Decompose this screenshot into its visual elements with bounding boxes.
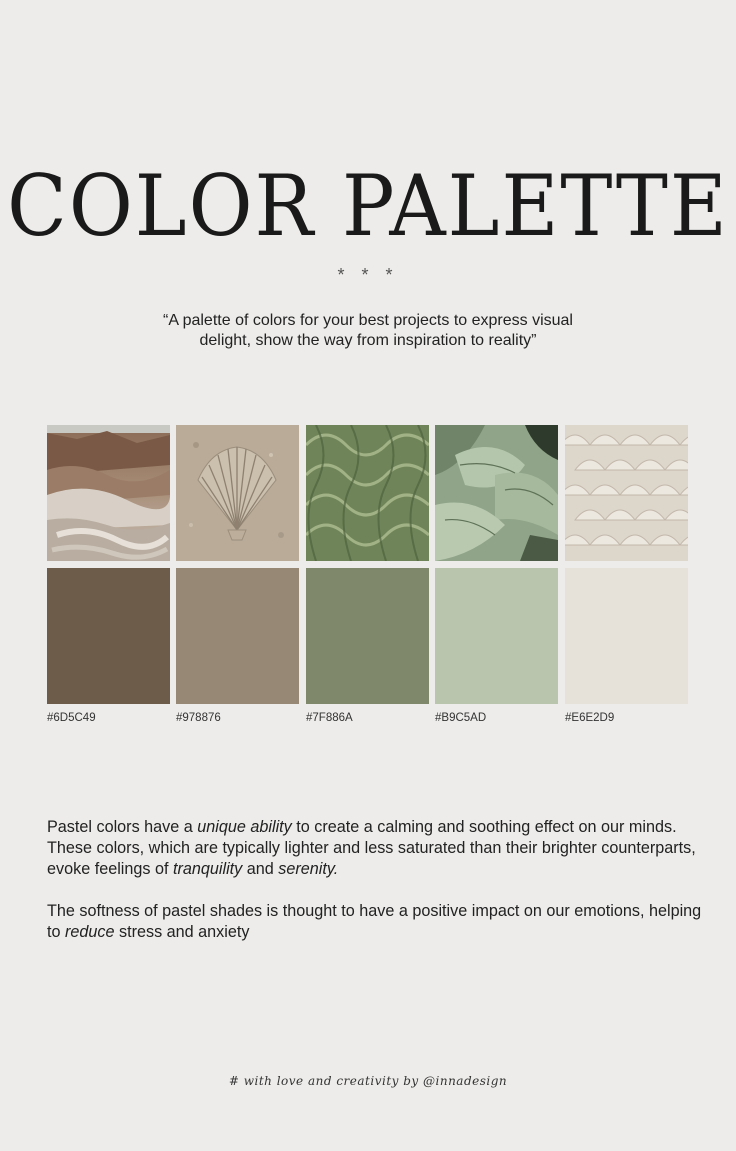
- decorative-stars: * * *: [337, 265, 399, 285]
- hex-label: #B9C5AD: [435, 712, 487, 724]
- emphasis-serenity: serenity.: [278, 860, 339, 878]
- canyon-rock-image: [47, 425, 170, 561]
- emphasis-reduce: reduce: [65, 923, 115, 941]
- text-span: to create a calming and soothing effect on our minds. These colors, which are typically lighter and less saturated than their brighter counterparts, evoke feelings of: [47, 818, 696, 878]
- hex-label: #E6E2D9: [565, 712, 615, 724]
- paragraph-pastel-effect: [47, 817, 707, 880]
- green-fabric-photo: [306, 425, 429, 561]
- text-span: stress and anxiety: [114, 923, 250, 941]
- hex-label: #6D5C49: [47, 712, 96, 724]
- canyon-rock-photo: [47, 425, 170, 561]
- signature-credit: # with love and creativity by @innadesign: [228, 1074, 508, 1088]
- text-span: and: [242, 860, 279, 878]
- cream-texture-photo: [565, 425, 688, 561]
- swatch-cream: [565, 568, 688, 704]
- cream-texture-image: [565, 425, 688, 561]
- paragraph-pastel-emotions: [47, 901, 707, 943]
- emphasis-tranquility: tranquility: [172, 860, 243, 878]
- sage-cloth-image: [435, 425, 558, 561]
- swatch-olive-green: [306, 568, 429, 704]
- quote-text: “A palette of colors for your best projects to express visual delight, show the way from inspiration to reality”: [163, 312, 573, 349]
- hex-label: #7F886A: [306, 712, 353, 724]
- page-title: COLOR PALETTE: [7, 158, 729, 256]
- seashell-image: [176, 425, 299, 561]
- swatch-dark-brown: [47, 568, 170, 704]
- emphasis-unique-ability: unique ability: [197, 818, 292, 836]
- text-span: Pastel colors have a: [47, 818, 198, 836]
- seashell-sand-photo: [176, 425, 299, 561]
- hex-label: #978876: [176, 712, 221, 724]
- swatch-taupe: [176, 568, 299, 704]
- green-fabric-image: [306, 425, 429, 561]
- sage-cloth-photo: [435, 425, 558, 561]
- swatch-sage-green: [435, 568, 558, 704]
- text-span: The softness of pastel shades is thought to have a positive impact on our emotions, helping to: [47, 902, 702, 941]
